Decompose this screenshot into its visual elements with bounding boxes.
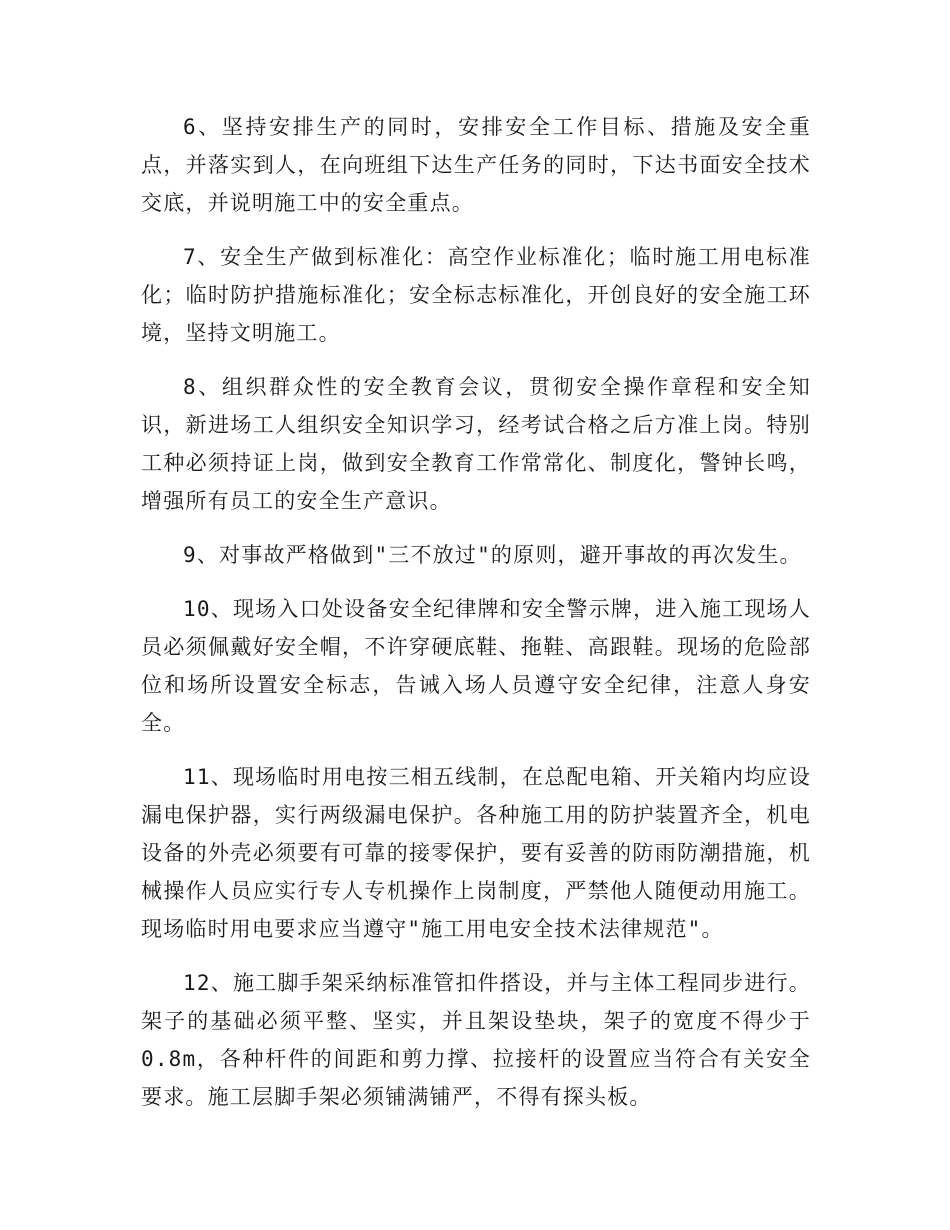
paragraph-item-7: 7、安全生产做到标准化：高空作业标准化；临时施工用电标准化；临时防护措施标准化；安全标志标准化，开创良好的安全施工环境，坚持文明施工。 [141, 245, 811, 345]
paragraph-gap [141, 222, 811, 238]
document-body [141, 108, 811, 1116]
paragraph-item-6: 6、坚持安排生产的同时，安排安全工作目标、措施及安全重点，并落实到人，在向班组下达生产任务的同时，下达书面安全技术交底，并说明施工中的安全重点。 [141, 115, 811, 215]
paragraph-gap [141, 742, 811, 758]
paragraph-gap [141, 520, 811, 536]
paragraph-gap [141, 948, 811, 964]
paragraph-gap [141, 352, 811, 368]
paragraph-item-11: 11、现场临时用电按三相五线制，在总配电箱、开关箱内均应设漏电保护器，实行两级漏电保护。各种施工用的防护装置齐全，机电设备的外壳必须要有可靠的接零保护，要有妥善的防雨防潮措施，机械操作人员应实行专人专机操作上岗制度，严禁他人随便动用施工。现场临时用电要求应当遵守"施工用电安全技术法律规范"。 [141, 765, 811, 941]
paragraph-item-12: 12、施工脚手架采纳标准管扣件搭设，并与主体工程同步进行。架子的基础必须平整、坚实，并且架设垫块，架子的宽度不得少于0.8m，各种杆件的间距和剪力撑、拉接杆的设置应当符合有关安全要求。施工层脚手架必须铺满铺严，不得有探头板。 [141, 971, 811, 1109]
paragraph-item-8: 8、组织群众性的安全教育会议，贯彻安全操作章程和安全知识，新进场工人组织安全知识学习，经考试合格之后方准上岗。特别工种必须持证上岗，做到安全教育工作常常化、制度化，警钟长鸣，增强所有员工的安全生产意识。 [141, 375, 811, 513]
paragraph-item-10: 10、现场入口处设备安全纪律牌和安全警示牌，进入施工现场人员必须佩戴好安全帽，不许穿硬底鞋、拖鞋、高跟鞋。现场的危险部位和场所设置安全标志，告诫入场人员遵守安全纪律，注意人身安全。 [141, 597, 811, 735]
paragraph-item-9: 9、对事故严格做到"三不放过"的原则，避开事故的再次发生。 [183, 543, 802, 567]
paragraph-gap [141, 574, 811, 590]
